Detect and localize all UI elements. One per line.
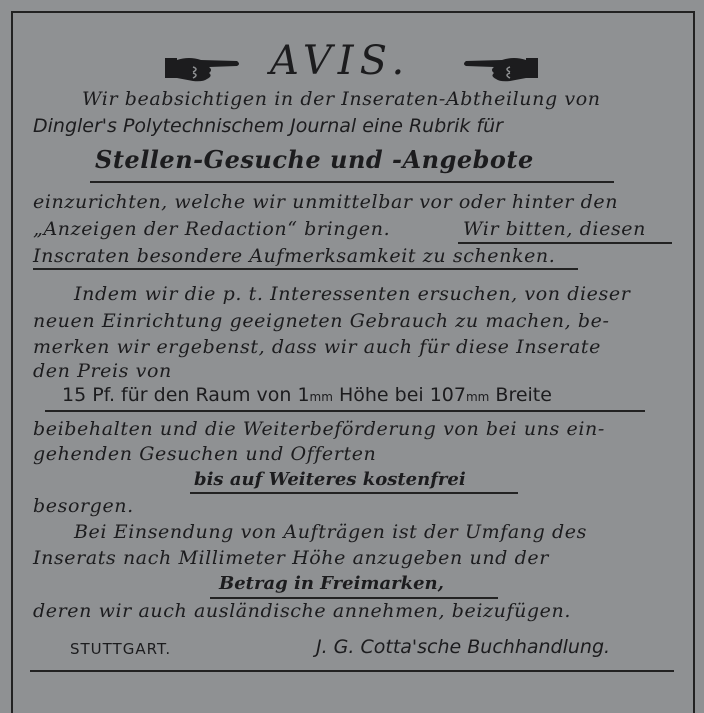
text-line: Wir bitten, diesen <box>463 218 646 240</box>
place-name: STUTTGART. <box>70 640 172 658</box>
text-line: Bei Einsendung von Aufträgen ist der Umfang des <box>74 521 587 543</box>
text-line: Wir beabsichtigen in der Inseraten-Abtheilung von <box>82 88 601 110</box>
text-line: besorgen. <box>33 495 134 517</box>
text-line: neuen Einrichtung geeigneten Gebrauch zu machen, be- <box>33 310 610 332</box>
text-line: Indem wir die p. t. Interessenten ersuchen, von dieser <box>74 283 631 305</box>
bottom-rule <box>30 670 674 672</box>
emphasis-text: bis auf Weiteres kostenfrei <box>194 469 466 490</box>
underline <box>458 242 672 244</box>
text-line: deren wir auch ausländische annehmen, beizufügen. <box>33 600 572 622</box>
unit-text: mm <box>465 390 490 404</box>
underline <box>33 268 578 270</box>
page-title: AVIS. <box>270 38 411 84</box>
underline <box>90 181 614 183</box>
price-text: 15 Pf. für den Raum von 1 <box>62 384 310 406</box>
price-text: Breite <box>489 384 552 406</box>
underline <box>45 410 645 412</box>
text-line: gehenden Gesuchen und Offerten <box>33 443 377 465</box>
emphasis-text: Betrag in Freimarken, <box>219 573 444 594</box>
text-line: beibehalten und die Weiterbeförderung von bei uns ein- <box>33 418 605 440</box>
underline <box>210 597 498 599</box>
underline <box>190 492 518 494</box>
text-line: Inscraten besondere Aufmerksamkeit zu schenken. <box>33 245 556 267</box>
text-line: „Anzeigen der Redaction“ bringen. <box>33 218 391 240</box>
pointing-hand-left-icon <box>462 52 540 84</box>
unit-text: mm <box>309 390 333 404</box>
price-line <box>62 384 552 406</box>
publisher-name: J. G. Cotta'sche Buchhandlung. <box>316 636 611 658</box>
text-line: merken wir ergebenst, dass wir auch für diese Inserate <box>33 336 601 358</box>
headline: Stellen-Gesuche und -Angebote <box>95 145 534 174</box>
price-text: Höhe bei 107 <box>332 384 466 406</box>
text-line: den Preis von <box>33 360 172 382</box>
text-line: Inserats nach Millimeter Höhe anzugeben und der <box>33 547 549 569</box>
pointing-hand-right-icon <box>163 52 241 84</box>
text-line: einzurichten, welche wir unmittelbar vor oder hinter den <box>33 191 619 213</box>
text-line: Dingler's Polytechnischem Journal eine Rubrik für <box>33 115 503 137</box>
